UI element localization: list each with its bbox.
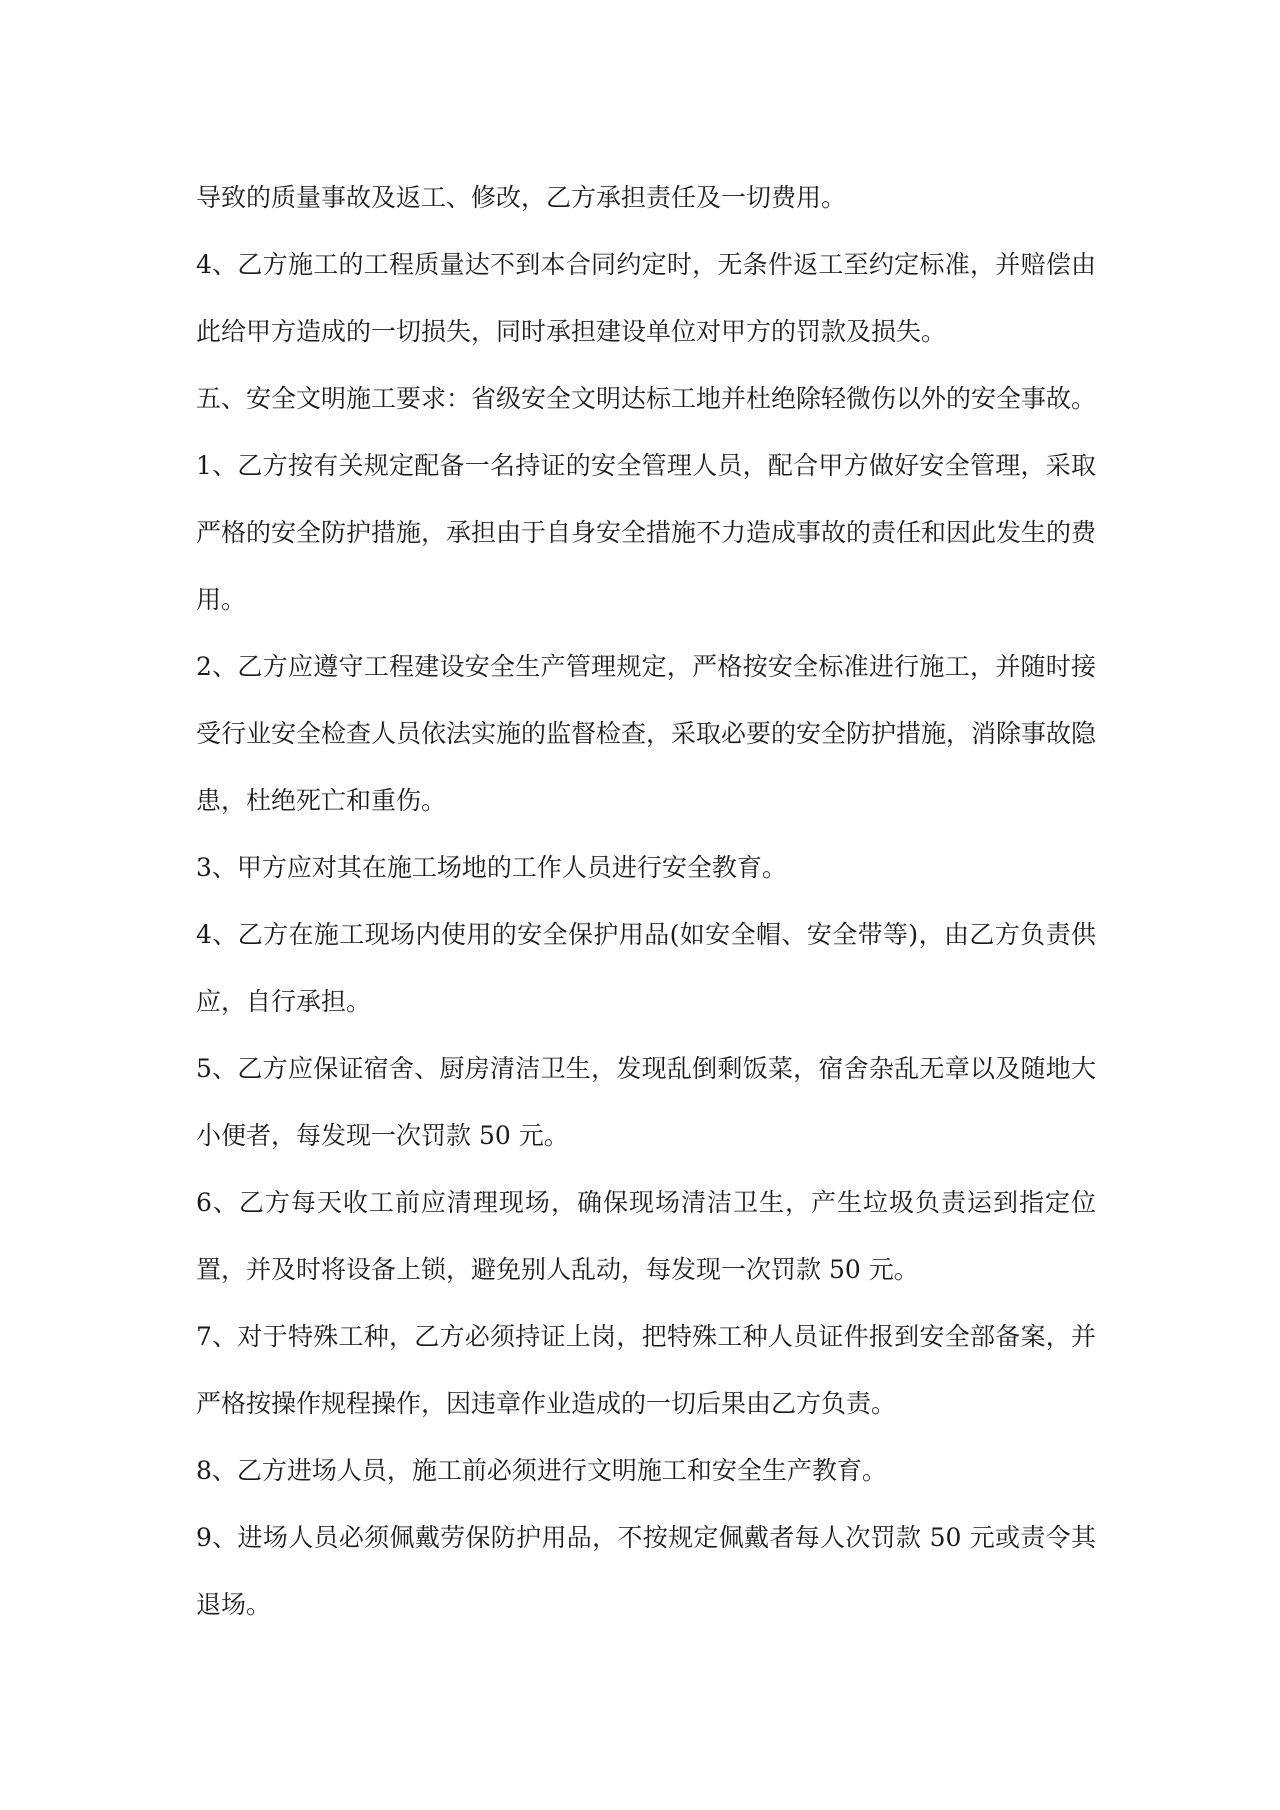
document-body (196, 164, 1096, 1638)
paragraph-safety-2: 2、乙方应遵守工程建设安全生产管理规定，严格按安全标准进行施工，并随时接受行业安全检查人员依法实施的监督检查，采取必要的安全防护措施，消除事故隐患，杜绝死亡和重伤。 (196, 652, 1097, 815)
paragraph-safety-3: 3、甲方应对其在施工场地的工作人员进行安全教育。 (196, 853, 787, 882)
paragraph-safety-6: 6、乙方每天收工前应清理现场，确保现场清洁卫生，产生垃圾负责运到指定位置，并及时将设备上锁，避免别人乱动，每发现一次罚款 50 元。 (196, 1188, 1096, 1284)
section-heading-safety: 五、安全文明施工要求：省级安全文明达标工地并杜绝除轻微伤以外的安全事故。 (196, 384, 1097, 413)
paragraph-safety-4: 4、乙方在施工现场内使用的安全保护用品(如安全帽、安全带等)，由乙方负责供应，自行承担。 (196, 920, 1096, 1016)
paragraph-safety-7: 7、对于特殊工种，乙方必须持证上岗，把特殊工种人员证件报到安全部备案，并严格按操作规程操作，因违章作业造成的一切后果由乙方负责。 (196, 1322, 1096, 1418)
paragraph-safety-8: 8、乙方进场人员，施工前必须进行文明施工和安全生产教育。 (196, 1456, 887, 1485)
paragraph-quality-4: 4、乙方施工的工程质量达不到本合同约定时，无条件返工至约定标准，并赔偿由此给甲方造成的一切损失，同时承担建设单位对甲方的罚款及损失。 (196, 250, 1096, 346)
paragraph-safety-9: 9、进场人员必须佩戴劳保防护用品，不按规定佩戴者每人次罚款 50 元或责令其退场。 (196, 1523, 1096, 1619)
paragraph-safety-1: 1、乙方按有关规定配备一名持证的安全管理人员，配合甲方做好安全管理，采取严格的安全防护措施，承担由于自身安全措施不力造成事故的责任和因此发生的费用。 (196, 451, 1097, 614)
paragraph-continuation: 导致的质量事故及返工、修改，乙方承担责任及一切费用。 (196, 183, 847, 212)
paragraph-safety-5: 5、乙方应保证宿舍、厨房清洁卫生，发现乱倒剩饭菜，宿舍杂乱无章以及随地大小便者，每发现一次罚款 50 元。 (196, 1054, 1096, 1150)
